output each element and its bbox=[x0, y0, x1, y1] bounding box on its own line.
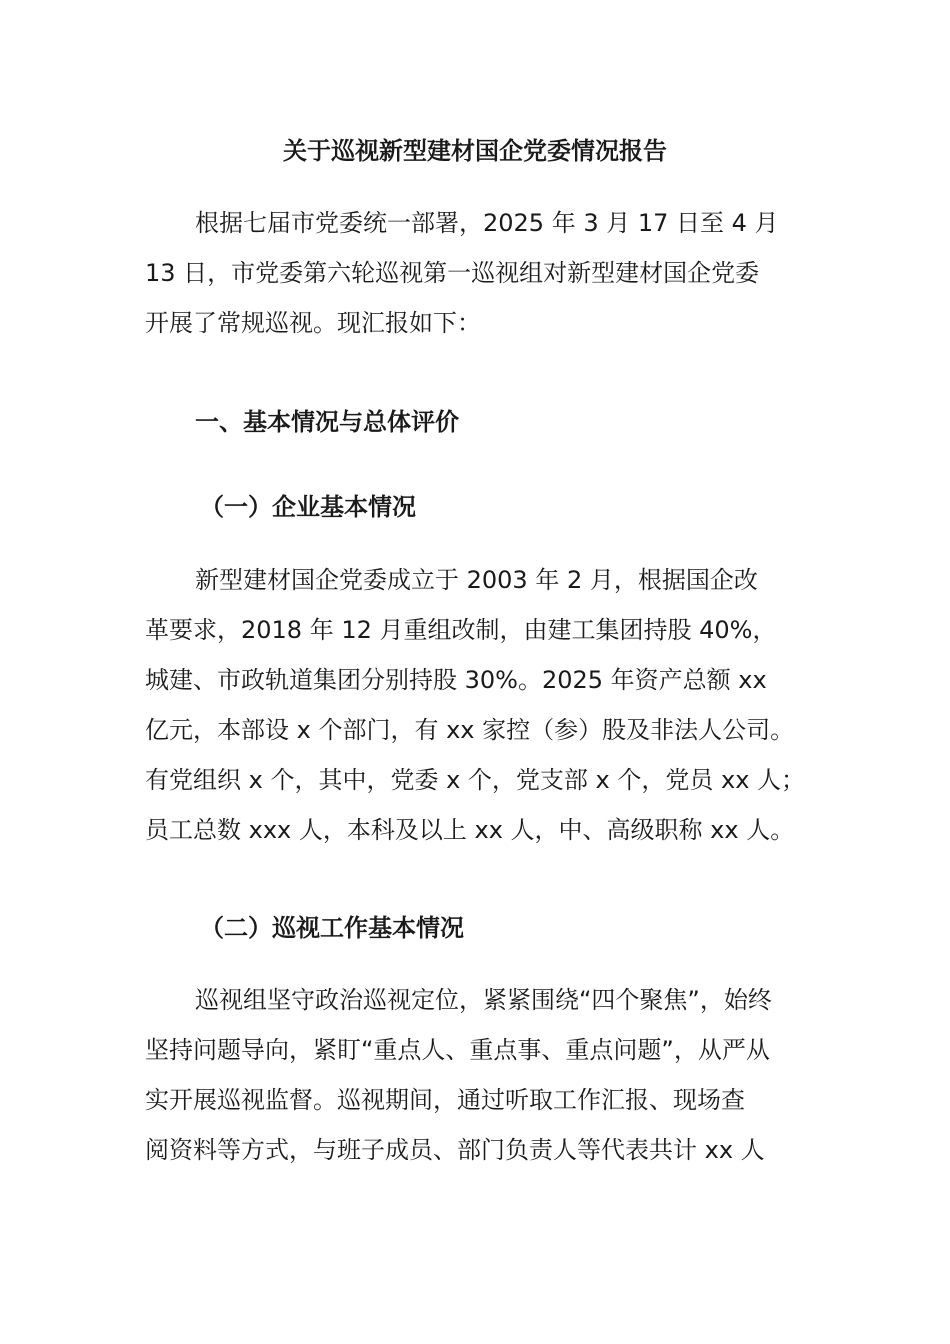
paragraph-line: 开展了常规巡视。现汇报如下： bbox=[145, 309, 481, 337]
intro-paragraph bbox=[145, 198, 825, 348]
document-title: 关于巡视新型建材国企党委情况报告 bbox=[283, 137, 667, 165]
paragraph-line: 13 日，市党委第六轮巡视第一巡视组对新型建材国企党委 bbox=[145, 259, 760, 287]
section-heading: 一、基本情况与总体评价 bbox=[195, 408, 459, 436]
paragraph-line: 员工总数 xxx 人，本科及以上 xx 人，中、高级职称 xx 人。 bbox=[145, 816, 795, 844]
paragraph-line: 新型建材国企党委成立于 2003 年 2 月，根据国企改 bbox=[195, 566, 758, 594]
paragraph-line: 巡视组坚守政治巡视定位，紧紧围绕“四个聚焦”，始终 bbox=[195, 986, 772, 1014]
paragraph-line: 城建、市政轨道集团分别持股 30%。2025 年资产总额 xx bbox=[145, 666, 767, 694]
enterprise-info-paragraph bbox=[145, 555, 825, 855]
paragraph-line: 阅资料等方式，与班子成员、部门负责人等代表共计 xx 人 bbox=[145, 1136, 765, 1164]
paragraph-line: 坚持问题导向，紧盯“重点人、重点事、重点问题”，从严从 bbox=[145, 1036, 770, 1064]
paragraph-line: 根据七届市党委统一部署，2025 年 3 月 17 日至 4 月 bbox=[195, 209, 779, 237]
subsection-heading: （二）巡视工作基本情况 bbox=[200, 914, 464, 942]
subsection-heading: （一）企业基本情况 bbox=[200, 493, 416, 521]
paragraph-line: 革要求，2018 年 12 月重组改制，由建工集团持股 40%， bbox=[145, 616, 777, 644]
inspection-work-paragraph bbox=[145, 975, 825, 1175]
paragraph-line: 亿元，本部设 x 个部门，有 xx 家控（参）股及非法人公司。 bbox=[145, 716, 795, 744]
paragraph-line: 实开展巡视监督。巡视期间，通过听取工作汇报、现场查 bbox=[145, 1086, 745, 1114]
paragraph-line: 有党组织 x 个，其中，党委 x 个，党支部 x 个，党员 xx 人； bbox=[145, 766, 806, 794]
